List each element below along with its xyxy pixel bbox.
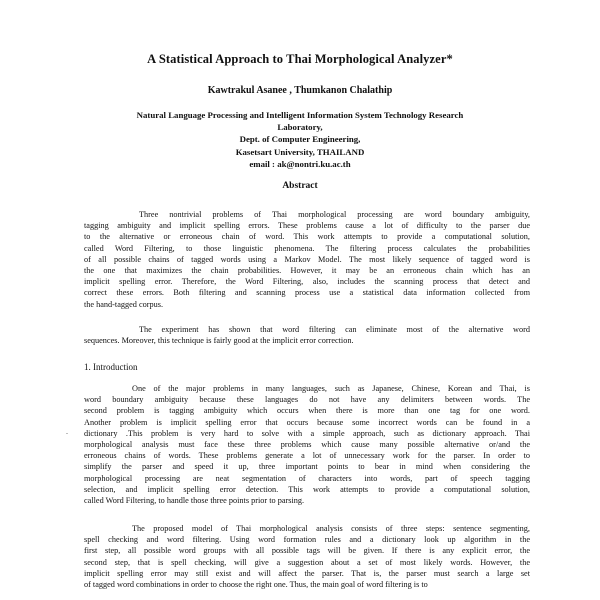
- text-line: of all possible chains of tagged words using a Markov Model. The most likely sequence of tagged word is: [84, 254, 530, 264]
- intro-paragraph-1: [84, 383, 530, 506]
- author-line: Kawtrakul Asanee , Thumkanon Chalathip: [207, 85, 393, 96]
- text-line: spell checking and word filtering. Using word formation rules and a dictionary look up algorithm in the: [84, 535, 530, 545]
- text-line: selection, and implicit spelling error detection. This work attempts to provide a computational solution,: [84, 484, 530, 494]
- abstract-heading: Abstract: [282, 181, 318, 191]
- text-line: word boundary ambiguity because these languages do not have any delimiters between words. The: [84, 395, 530, 405]
- text-line: Another problem is implicit spelling error that occurs because some incorrect words can be found in a: [84, 417, 530, 427]
- email-line: email : ak@nontri.ku.ac.th: [249, 158, 351, 169]
- text-line: dictionary .This problem is very hard to solve with a simple approach, such as dictionary approach. Thai: [84, 428, 530, 438]
- text-line: simplify the parser and speed it up, three important points to bear in mind when considering the: [84, 462, 530, 472]
- text-line: first step, all possible word groups with all possible tags will be given. If there is any explicit error, the: [84, 546, 530, 556]
- text-line: of tagged word combinations in order to choose the right one. Thus, the main goal of word filtering is to: [84, 580, 428, 590]
- text-line: the one that maximizes the chain probabilities. However, it may be an erroneous chain which has an: [84, 266, 530, 276]
- affiliation-block: [0, 109, 600, 170]
- intro-paragraph-2: [84, 523, 530, 590]
- text-line: called Word Filtering, to handle those three points prior to parsing.: [84, 496, 305, 506]
- affiliation-line: Natural Language Processing and Intelligent Information System Technology Research: [136, 110, 464, 120]
- affiliation-line: Dept. of Computer Engineering,: [239, 134, 361, 145]
- text-line: called Word Filtering, to those linguistic phenomena. The filtering process calculates the probabilities: [84, 243, 530, 253]
- text-line: The experiment has shown that word filtering can eliminate most of the alternative word: [139, 325, 530, 334]
- abstract-paragraph-2: [84, 324, 530, 346]
- margin-mark: .: [66, 427, 68, 436]
- text-line: sequences. Moreover, this technique is fairly good at the implicit error correction.: [84, 336, 354, 346]
- affiliation-line: Kasetsart University, THAILAND: [235, 146, 365, 157]
- text-line: to the alternative or erroneous chain of word. This work attempts to provide a computational solution,: [84, 232, 530, 242]
- text-line: implicit spelling error may still exist and will affect the parser. That is, the parser must search a large set: [84, 568, 530, 578]
- text-line: tagging ambiguity and implicit spelling errors. These problems cause a lot of difficulty to the parser due: [84, 221, 530, 231]
- text-line: the hand-tagged corpus.: [84, 299, 164, 309]
- section-heading-introduction: 1. Introduction: [84, 362, 138, 372]
- text-line: correct these errors. Both filtering and scanning process use a statistical data information collected from: [84, 288, 530, 298]
- text-line: morphological processing are neat segmentation of characters into words, part of speech tagging: [84, 473, 530, 483]
- affiliation-line: Laboratory,: [277, 122, 323, 133]
- text-line: second step, that is spell checking, will give a suggestion about a set of most likely words. However, the: [84, 557, 530, 567]
- text-line: erroneous chains of words. These problems generate a lot of unnecessary work for the parser. In order to: [84, 451, 530, 461]
- text-line: implicit spelling error. Therefore, the Word Filtering, also, includes the scanning process that detect and: [84, 277, 530, 287]
- text-line: The proposed model of Thai morphological analysis consists of three steps: sentence segmenting,: [132, 524, 530, 533]
- text-line: Three nontrivial problems of Thai morphological processing are word boundary ambiguity,: [139, 210, 530, 219]
- text-line: second problem is tagging ambiguity which occurs when there is more than one tag for one word.: [84, 406, 530, 416]
- text-line: One of the major problems in many languages, such as Japanese, Chinese, Korean and Thai, is: [132, 384, 530, 393]
- abstract-paragraph-1: [84, 209, 530, 310]
- paper-title: A Statistical Approach to Thai Morphological Analyzer*: [147, 52, 453, 66]
- text-line: morphological analysis must face these three problems which cause many possible alternative or/and the: [84, 440, 530, 450]
